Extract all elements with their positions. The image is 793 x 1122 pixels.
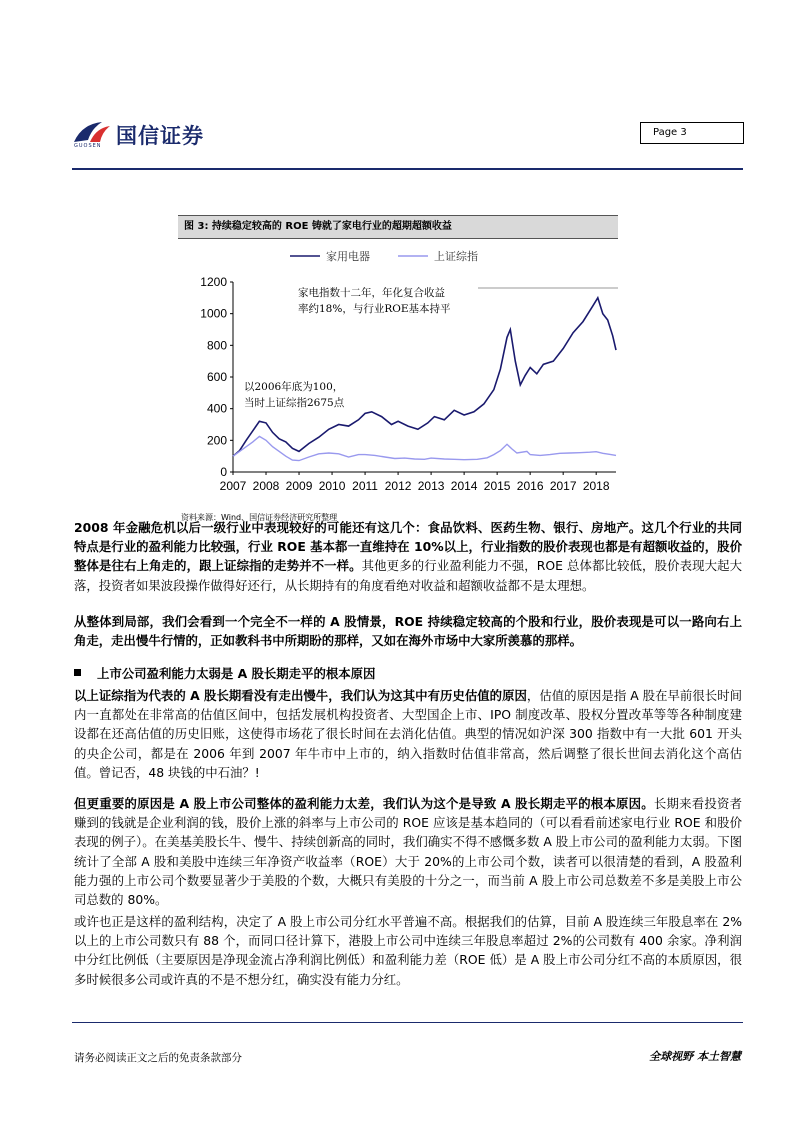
company-logo xyxy=(72,116,232,152)
series-line-home-appliance xyxy=(233,298,616,456)
y-tick-label: 1000 xyxy=(200,306,227,321)
y-tick-label: 400 xyxy=(206,401,227,416)
paragraph-5-text: 或许也正是这样的盈利结构，决定了 A 股上市公司分红水平普遍不高。根据我们的估算，目前 A 股连续三年股息率在 2%以上的上市公司数只有 88 个，而同口径计算下，港股上市公司中连续三年股息率超过 2%的公司数有 400 余家。净利润中分红比例低（主要原因是净现金流占净利润比例低）和盈利能力差（ROE 低）是 A 股上市公司分红不高的本质原因，很多时候很多公司或许真的不是不想分红，确实没有能力分红。 xyxy=(74,914,742,987)
y-tick-label: 1200 xyxy=(200,275,227,289)
figure-title-bar xyxy=(178,215,618,239)
annotation-text: 家电指数十二年，年化复合收益 xyxy=(298,287,445,299)
paragraph-3 xyxy=(74,686,742,782)
line-chart xyxy=(178,240,618,508)
x-tick-label: 2008 xyxy=(252,479,280,493)
legend-label: 家用电器 xyxy=(326,251,370,263)
x-tick-label: 2017 xyxy=(549,479,577,493)
x-tick-label: 2014 xyxy=(450,479,478,493)
company-en: GUOSEN xyxy=(74,143,102,149)
chart-annotations xyxy=(244,286,618,409)
x-tick-label: 2016 xyxy=(516,479,544,493)
paragraph-1-rest: 其他更多的行业盈利能力不强，ROE 总体都比较低，股价表现大起大落，投资者如果波段操作做得好还行，从长期持有的角度看绝对收益和超额收益都不是太理想。 xyxy=(74,558,742,593)
x-tick-label: 2015 xyxy=(483,479,511,493)
x-tick-label: 2012 xyxy=(384,479,412,493)
paragraph-2-bold: 从整体到局部，我们会看到一个完全不一样的 A 股情景，ROE 持续稳定较高的个股和行业，股价表现是可以一路向右上角走，走出慢牛行情的，正如教科书中所期盼的那样，又如在海外市场中大家所羡慕的那样。 xyxy=(74,614,742,649)
footer-disclaimer: 请务必阅读正文之后的免责条款部分 xyxy=(74,1052,242,1064)
chart-series xyxy=(233,298,616,461)
paragraph-4-bold: 但更重要的原因是 A 股上市公司整体的盈利能力太差，我们认为这个是导致 A 股长期走平的根本原因。 xyxy=(74,796,654,811)
footer-divider xyxy=(72,1022,743,1023)
x-tick-label: 2013 xyxy=(417,479,445,493)
section-heading-text: 上市公司盈利能力太弱是 A 股长期走平的根本原因 xyxy=(97,666,376,681)
paragraph-5 xyxy=(74,912,742,989)
x-tick-label: 2009 xyxy=(285,479,313,493)
annotation-bracket xyxy=(478,288,618,328)
footer-slogan: 全球视野 本土智慧 xyxy=(649,1050,741,1063)
x-tick-label: 2018 xyxy=(582,479,610,493)
paragraph-2 xyxy=(74,612,742,650)
x-tick-label: 2010 xyxy=(318,479,346,493)
company-name: 国信证券 xyxy=(116,124,204,148)
y-tick-label: 800 xyxy=(206,338,227,353)
section-heading xyxy=(74,664,375,683)
bullet-square-icon xyxy=(74,669,81,676)
paragraph-3-rest: ，估值的原因是指 A 股在早前很长时间内一直都处在非常高的估值区间中，包括发展机构投资者、大型国企上市、IPO 制度改革、股权分置改革等等各种制度建设都在还高估值的历史旧账，这使得市场花了很长时间在去消化估值。典型的情况如沪深 300 指数中有一大批 601 开头的央企公司，都是在 2006 年到 2007 年牛市中上市的，纳入指数时估值非常高，然后调整了很长世间去消化这个高估值。曾记否，48 块钱的中石油？! xyxy=(74,688,742,780)
page-number-box xyxy=(640,122,744,144)
annotation-text: 率约18%，与行业ROE基本持平 xyxy=(298,303,451,315)
x-tick-label: 2011 xyxy=(352,479,378,493)
y-tick-label: 0 xyxy=(220,465,227,479)
y-tick-label: 200 xyxy=(206,433,227,448)
paragraph-4 xyxy=(74,794,742,909)
figure-title: 图 3: 持续稳定较高的 ROE 铸就了家电行业的超期超额收益 xyxy=(184,221,452,232)
paragraph-1 xyxy=(74,518,742,595)
page-number: Page 3 xyxy=(653,127,687,138)
legend-label: 上证综指 xyxy=(434,251,478,263)
paragraph-3-bold: 以上证综指为代表的 A 股长期看没有走出慢牛，我们认为这其中有历史估值的原因 xyxy=(74,688,527,703)
x-tick-label: 2007 xyxy=(219,479,247,493)
annotation-text: 当时上证综指2675点 xyxy=(244,397,345,409)
y-tick-label: 600 xyxy=(206,370,227,384)
chart-legend xyxy=(290,249,478,263)
series-line-shanghai-composite xyxy=(233,436,616,460)
annotation-text: 以2006年底为100， xyxy=(244,381,344,393)
paragraph-1-bold: 2008 年金融危机以后一级行业中表现较好的可能还有这几个：食品饮料、医药生物、银行、房地产。这几个行业的共同特点是行业的盈利能力比较强，行业 ROE 基本都一直维持在 10%以上，行业指数的股价表现也都是有超额收益的，股价整体是往右上角走的，跟上证综指的走势并不一样。 xyxy=(74,520,742,574)
paragraph-4-rest: 长期来看投资者赚到的钱就是企业利润的钱，股价上涨的斜率与上市公司的 ROE 应该是基本趋同的（可以看看前述家电行业 ROE 和股价表现的例子）。在美基美股长牛、慢牛、持续创新高的同时，我们确实不得不感慨多数 A 股上市公司的盈利能力太弱。下图统计了全部 A 股和美股中连续三年净资产收益率（ROE）大于 20%的上市公司个数，读者可以很清楚的看到，A 股盈利能力强的上市公司个数要显著少于美股的个数，大概只有美股的十分之一，而当前 A 股上市公司总数差不多是美股上市公司总数的 80%。 xyxy=(74,796,743,908)
figure-source: 资料来源：Wind、国信证券经济研究所整理 xyxy=(181,513,338,522)
header-divider xyxy=(72,168,743,170)
